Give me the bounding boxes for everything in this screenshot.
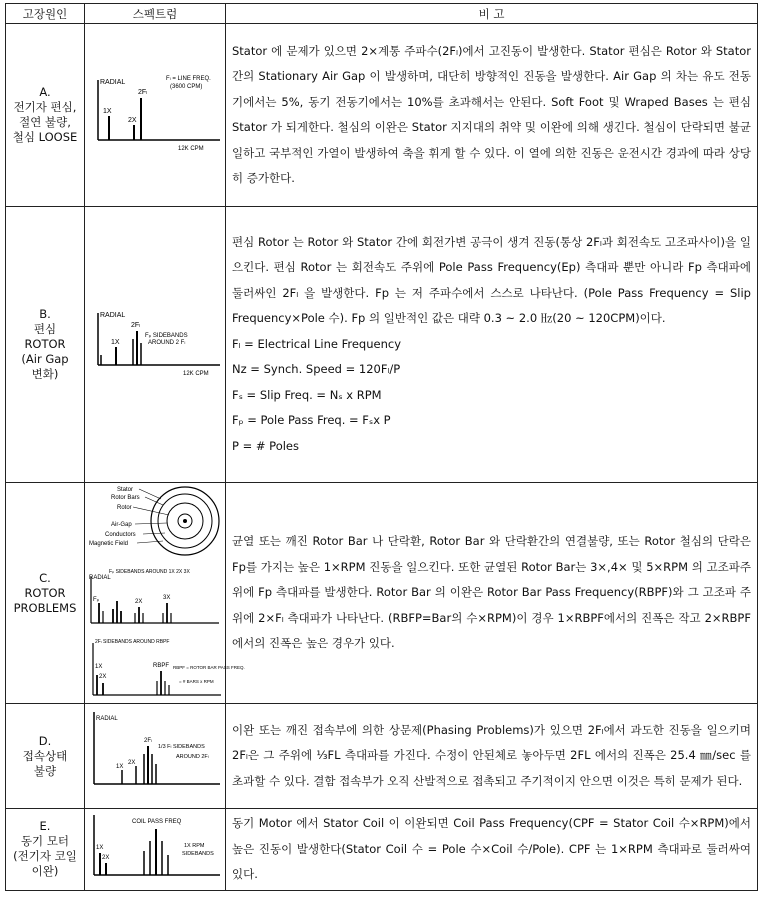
header-remarks: 비 고 [226, 4, 758, 24]
diagram-label: Stator [116, 487, 133, 493]
peak-label: 2Fₗ [143, 738, 152, 744]
formula-line: P = # Poles [232, 438, 299, 453]
formula-line: Fₚ = Pole Pass Freq. = Fₛx P [232, 413, 391, 428]
cause-text: PROBLEMS [13, 600, 77, 615]
cause-text: 접속상태 [22, 748, 68, 763]
chart-note: = # BARS x RPM [178, 679, 214, 684]
cause-text: B. [39, 307, 51, 321]
sideband-label: SIDEBANDS [181, 851, 214, 858]
chart-label: COIL PASS FREQ [131, 819, 181, 826]
sideband-label: Fₚ SIDEBANDS AROUND 1X 2X 3X [108, 569, 190, 575]
peak-label: 3X [162, 595, 170, 601]
spectrum-cell [85, 24, 226, 207]
cause-cell [6, 24, 85, 207]
formula-line: Fₛ = Slip Freq. = Nₛ x RPM [232, 387, 382, 402]
formula-line: Fₗ = Electrical Line Frequency [232, 336, 402, 351]
table-row [6, 704, 758, 809]
cause-cell [6, 207, 85, 483]
sideband-label: AROUND 2 Fₗ [147, 339, 185, 346]
chart-label: RADIAL [88, 575, 111, 581]
peak-label: 2X [134, 599, 142, 605]
peak-label: RBPF [152, 663, 169, 669]
fault-table [5, 3, 758, 891]
peak-label: 1X [115, 764, 123, 770]
spectrum-plot [87, 483, 245, 699]
diagram-label: Rotor Bars [110, 495, 140, 501]
diagram-label: Conductors [104, 532, 136, 538]
cause-text: 편심 [33, 322, 57, 336]
chart-label: RADIAL [99, 311, 125, 319]
peak-label: 1X [95, 845, 103, 852]
peak-label: 1X [110, 338, 120, 346]
axis-label: 12K CPM [182, 370, 209, 377]
header-cause: 고장원인 [6, 4, 85, 24]
cause-text: 전기자 편심, [13, 100, 77, 114]
remark-cell [226, 483, 758, 704]
table-row [6, 809, 758, 891]
peak-label: 2X [98, 674, 106, 680]
chart-legend: (3600 CPM) [169, 84, 202, 90]
table-row [6, 483, 758, 704]
document-table-wrapper [5, 3, 757, 891]
peak-label: Fₚ [92, 597, 99, 603]
cause-cell [6, 809, 85, 891]
cause-text: A. [39, 85, 51, 99]
chart-note: RBPF = ROTOR BAR PASS FREQ. [172, 665, 245, 670]
peak-label: 2X [127, 760, 135, 766]
sideband-label: Fₚ SIDEBANDS [144, 332, 188, 339]
peak-label: 2X [101, 855, 109, 862]
remark-text: 동기 Motor 에서 Stator Coil 이 이완되면 Coil Pass Frequency(CPF = Stator Coil 수×RPM)에서 높은 진동이 발생한다(Stator Coil 수 = Pole 수×Coil 수/Pole). CPF 는 1×RPM 측대파로 둘러싸여 있다. [232, 816, 751, 881]
cause-text: C. [39, 570, 51, 585]
spectrum-plot [88, 68, 223, 158]
rotor-diagram [151, 487, 219, 555]
diagram-label: Air-Gap [110, 522, 132, 528]
chart-label: RADIAL [95, 716, 118, 722]
axis-label: 12K CPM [177, 146, 204, 152]
spectrum-cell [85, 207, 226, 483]
sideband-label: 1/3 Fₗ SIDEBANDS [157, 744, 205, 750]
cause-text: 이완) [31, 864, 59, 879]
header-spectrum: 스펙트럼 [85, 4, 226, 24]
remark-cell [226, 207, 758, 483]
cause-text: 동기 모터 [20, 834, 70, 849]
spectrum-cell [85, 704, 226, 809]
spectrum-cell [85, 809, 226, 891]
spectrum-plot [88, 303, 223, 383]
cause-text: 불량 [33, 763, 57, 778]
spectrum-plot [88, 706, 223, 802]
cause-text: D. [38, 733, 52, 748]
cause-text: E. [39, 819, 51, 834]
diagram-label: Rotor [116, 505, 132, 511]
cause-text: (Air Gap [21, 352, 69, 366]
sideband-label: AROUND 2Fₗ [175, 754, 209, 760]
spectrum-cell [85, 483, 245, 704]
table-row [6, 24, 758, 207]
remark-text: Stator 에 문제가 있으면 2×계통 주파수(2Fₗ)에서 고진동이 발생한다. Stator 편심은 Rotor 와 Stator 간의 Stationary Air Gap 이 발생하며, 대단히 방향적인 진동을 발생한다. Air Gap 의 차는 유도 전동기에서는 5%, 동기 전동기에서는 10%를 초과해서는 안된다. Soft Foot 및 Wraped Bases 는 편심 Stator 가 되게한다. 철심의 이완은 Stator 지지대의 취약 및 이완에 의해 생긴다. 철심이 단락되면 불균일하고 국부적인 가열이 발생하여 축을 휘게 할 수 있다. 이 열에 의한 진동은 운전시간 경과에 따라 상당히 증가한다. [232, 43, 751, 185]
sideband-label: 1X RPM [183, 843, 204, 850]
header-row [6, 4, 758, 24]
cause-text: ROTOR [24, 337, 66, 351]
remark-text: 편심 Rotor 는 Rotor 와 Stator 간에 회전가변 공극이 생겨 진동(통상 2Fₗ과 회전속도 고조파사이)을 일으킨다. 편심 Rotor 는 회전속도 주위에 Pole Pass Frequency(Ep) 측대파 뿐만 아니라 Fp 측대파에 둘러싸인 2Fₗ 을 발생한다. Fp 는 저 주파수에서 스스로 나타난다. (Pole Pass Frequency = Slip Frequency×Pole 수). Fp 의 일반적인 값은 대략 0.3 ~ 2.0 ㎐(20 ~ 120CPM)이다. [232, 234, 751, 326]
peak-label: 1X [94, 664, 102, 670]
peak-label: 2X [127, 117, 137, 124]
remark-text: 균열 또는 깨진 Rotor Bar 나 단락환, Rotor Bar 와 단락환간의 연결불량, 또는 Rotor 철심의 단락은 Fp를 가지는 높은 1×RPM 진동을 일으킨다. 또한 균열된 Rotor Bar는 3×,4× 및 5×RPM 의 고조파주위에 Fp 측대파를 발생한다. Rotor Bar 의 이완은 Rotor Bar Pass Frequency(RBPF)와 그 고조파 주위에 2×Fₗ 측대파가 나타난다. (RBFP=Bar의 수×RPM)이 경우 1×RBPF에서의 진폭은 작고 2×RBPF에서의 진폭은 높은 경우가 있다. [232, 534, 751, 651]
peak-label: 1X [102, 108, 112, 115]
cause-cell [6, 704, 85, 809]
peak-label: 2Fₗ [130, 321, 140, 329]
cause-text: ROTOR [24, 585, 66, 600]
remark-cell [226, 24, 758, 207]
diagram-label: Magnetic Field [88, 541, 128, 547]
chart-label: RADIAL [99, 79, 125, 86]
cause-cell [6, 483, 85, 704]
cause-text: 변화) [31, 367, 59, 381]
peak-label: 2Fₗ [137, 89, 147, 96]
table-row [6, 207, 758, 483]
remark-cell [226, 809, 758, 891]
remark-text: 이완 또는 깨진 접속부에 의한 상문제(Phasing Problems)가 있으면 2Fₗ에서 과도한 진동을 일으키며 2Fₗ은 그 주위에 ⅓FL 측대파를 가진다. 수정이 안된체로 놓아두면 2FL 에서의 진폭은 25.4 ㎜/sec 를 초과할 수 있다. 결함 접속부가 오직 산발적으로 접촉되고 주기적이지 안으면 이것은 특히 문제가 된다. [232, 722, 751, 788]
remark-cell [226, 704, 758, 809]
cause-text: 철심 LOOSE [12, 130, 78, 144]
chart-label: 2Fₗ SIDEBANDS AROUND RBPF [94, 639, 169, 645]
formula-line: Nz = Synch. Speed = 120Fₗ/P [232, 362, 401, 377]
chart-legend: Fₗ = LINE FREQ. [165, 76, 211, 82]
spectrum-plot [88, 811, 223, 883]
cause-text: (전기자 코일 [13, 849, 77, 864]
cause-text: 절연 불량, [19, 115, 71, 129]
